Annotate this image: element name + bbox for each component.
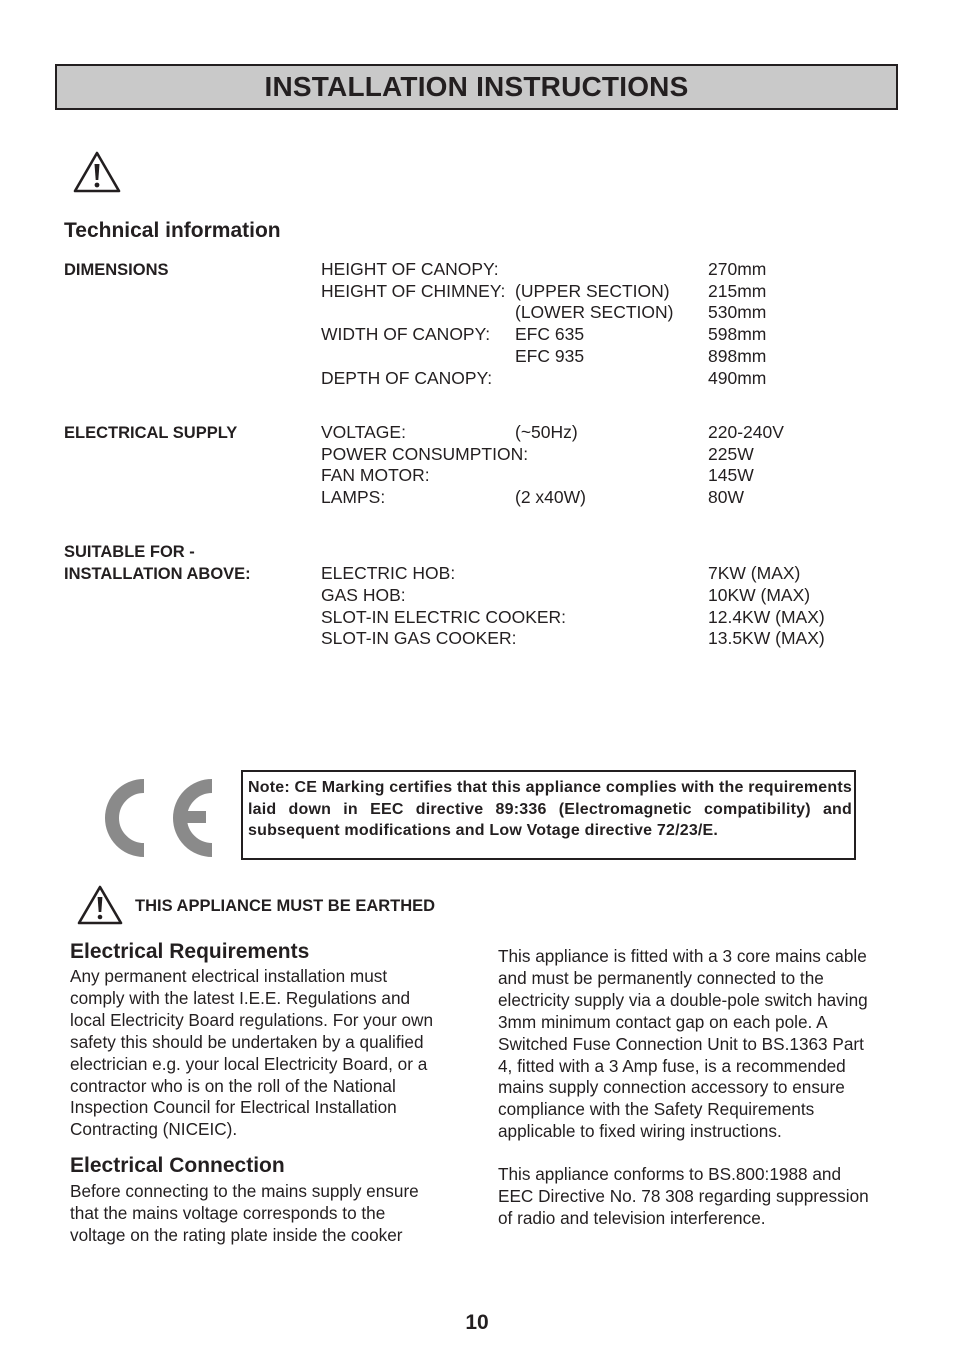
supply-detail: (2 x40W) [515, 487, 586, 507]
text-line: 4, fitted with a 3 Amp fuse, is a recommended [498, 1055, 846, 1076]
supply-detail: (~50Hz) [515, 422, 578, 442]
suitable-item: ELECTRIC HOB: [321, 563, 456, 583]
supply-value: 145W [708, 465, 754, 485]
electrical-requirements-heading: Electrical Requirements [70, 940, 310, 963]
dimensions-label: DIMENSIONS [64, 261, 169, 279]
dimension-value: 490mm [708, 368, 767, 388]
warning-triangle-icon [76, 884, 124, 926]
text-line: Before connecting to the mains supply ensure [70, 1181, 419, 1201]
suitable-item: SLOT-IN ELECTRIC COOKER: [321, 607, 567, 627]
dimension-value: 270mm [708, 259, 767, 279]
page-number: 10 [465, 1311, 489, 1334]
text-line: that the mains voltage corresponds to the [70, 1202, 386, 1223]
warning-triangle-icon [72, 150, 122, 194]
text-line: This appliance is fitted with a 3 core mains cable [498, 946, 867, 966]
text-line: Contracting (NICEIC). [70, 1119, 238, 1140]
electrical-connection-heading: Electrical Connection [70, 1154, 285, 1177]
text-line: Any permanent electrical installation must [70, 966, 388, 986]
text-line: 3mm minimum contact gap on each pole. A [498, 1011, 828, 1032]
supply-item: LAMPS: [321, 487, 386, 507]
text-line: voltage on the rating plate inside the cooker [70, 1224, 403, 1245]
suitable-value: 12.4KW (MAX) [708, 607, 825, 627]
text-line: mains supply connection accessory to ensure [498, 1077, 845, 1098]
dimension-detail: EFC 935 [515, 346, 585, 366]
text-line: of radio and television interference. [498, 1207, 766, 1228]
supply-item: FAN MOTOR: [321, 465, 430, 485]
supply-value: 80W [708, 487, 744, 507]
dimension-item: DEPTH OF CANOPY: [321, 368, 493, 388]
dimension-item: HEIGHT OF CHIMNEY: [321, 281, 506, 301]
conformity-paragraph [498, 1164, 918, 1230]
suitable-value: 10KW (MAX) [708, 585, 811, 605]
text-line: contractor who is on the roll of the National [70, 1075, 396, 1096]
dimension-item: HEIGHT OF CANOPY: [321, 259, 499, 279]
text-line: safety this should be undertaken by a qualified [70, 1031, 424, 1052]
dimension-item: WIDTH OF CANOPY: [321, 324, 491, 344]
text-line: Inspection Council for Electrical Installation [70, 1097, 397, 1118]
dimension-value: 215mm [708, 281, 767, 301]
electrical-requirements-text [70, 966, 490, 1141]
text-line: EEC Directive No. 78 308 regarding suppression [498, 1185, 869, 1206]
technical-info-heading: Technical information [64, 219, 281, 242]
text-line: Switched Fuse Connection Unit to BS.1363 Part [498, 1033, 864, 1054]
suitable-item: SLOT-IN GAS COOKER: [321, 628, 517, 648]
dimension-detail: EFC 635 [515, 324, 585, 344]
suitable-for-label: SUITABLE FOR - [64, 543, 195, 561]
supply-item: POWER CONSUMPTION: [321, 444, 529, 464]
suitable-value: 7KW (MAX) [708, 563, 801, 583]
ce-note-box [241, 770, 856, 860]
dimension-value: 598mm [708, 324, 767, 344]
text-line: electrician e.g. your local Electricity Board, or a [70, 1053, 428, 1074]
suitable-value: 13.5KW (MAX) [708, 628, 825, 648]
mains-cable-paragraph [498, 946, 918, 1143]
text-line: electricity supply via a double-pole switch having [498, 989, 868, 1010]
electrical-connection-text [70, 1181, 490, 1247]
text-line: local Electricity Board regulations. For your own [70, 1009, 434, 1030]
dimension-detail: (LOWER SECTION) [515, 302, 674, 322]
ce-note-text: Note: CE Marking certifies that this appliance complies with the requirements laid down in EEC directive 89:336 (Electromagnetic compatibility) and subsequent modifications and Low Votage directive 72/23/E. [248, 779, 852, 840]
suitable-item: GAS HOB: [321, 585, 406, 605]
text-line: and must be permanently connected to the [498, 967, 824, 988]
text-line: compliance with the Safety Requirements [498, 1099, 815, 1120]
page-title-bar [55, 64, 898, 110]
supply-item: VOLTAGE: [321, 422, 406, 442]
earth-warning-text: THIS APPLIANCE MUST BE EARTHED [135, 897, 436, 915]
dimension-detail: (UPPER SECTION) [515, 281, 670, 301]
installation-above-label: INSTALLATION ABOVE: [64, 565, 251, 583]
supply-value: 225W [708, 444, 754, 464]
text-line: This appliance conforms to BS.800:1988 and [498, 1164, 842, 1184]
page-title: INSTALLATION INSTRUCTIONS [264, 71, 689, 102]
text-line: applicable to fixed wiring instructions. [498, 1121, 782, 1142]
supply-value: 220-240V [708, 422, 784, 442]
dimension-value: 530mm [708, 302, 767, 322]
ce-mark-logo [88, 770, 220, 871]
text-line: comply with the latest I.E.E. Regulations and [70, 987, 411, 1008]
electrical-supply-label: ELECTRICAL SUPPLY [64, 424, 238, 442]
dimension-value: 898mm [708, 346, 767, 366]
